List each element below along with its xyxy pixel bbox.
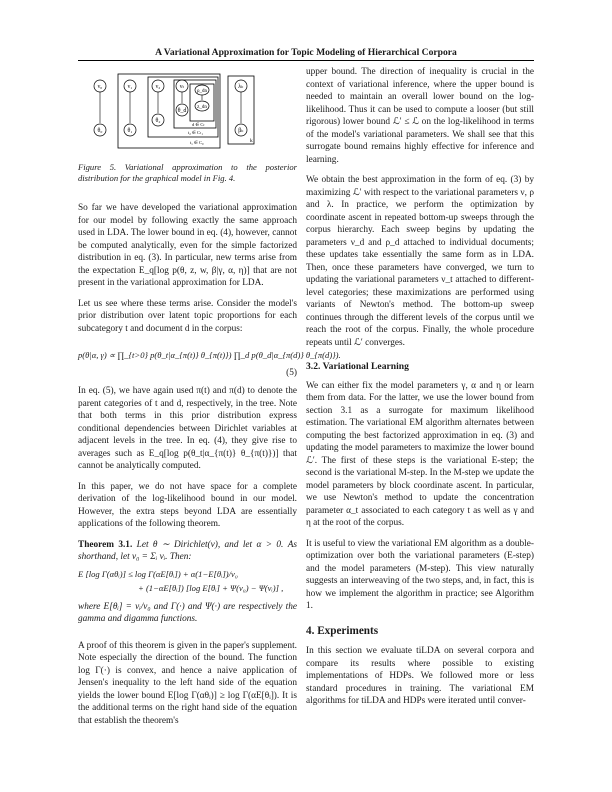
right-paragraph-3: We can either fix the model parameters γ, α and η or learn them from data. For the latter, we use the lower bound from section 3.1 as a surrogate for maximum likelihood estimation. The variational EM algorithm alternates between computing the best factorized approximation in eq. (3) and updating the model parameters to maximize the lower bound ℒ′. The first of these steps is the variational E-step; the second is the variational M-step. In the M-step we update the model parameters by block coordinate ascent. In particular, we use Newton's method to update the concentration parameter α_t associated to each category t as well as γ and η at the root of the corpus. <box>306 380 534 528</box>
section-3-2-heading: 3.2. Variational Learning <box>306 361 409 372</box>
right-paragraph-4: It is useful to view the variational EM algorithm as a double-optimization over both the variational parameters (E-step) and the model parameters (M-step). This view naturally suggests an interweaving of the two steps, and, in fact, this is how we implement the algorithm in practice; see Algorithm 1. <box>306 538 534 611</box>
right-paragraph-5: In this section we evaluate tiLDA on several corpora and compare its results where possible to existing implementations of HDPs. We followed more or less standard procedures in training. The variational EM algorithms for tiLDA and HDPs were iterated until conver- <box>306 646 534 706</box>
svg-text:θ₂: θ₂ <box>155 118 161 124</box>
figure-5-graphical-model <box>78 70 297 150</box>
svg-text:ν₀: ν₀ <box>97 84 103 90</box>
figure-caption: Figure 5. Variational approximation to the posterior distribution for the graphical model in Fig. 4. <box>78 162 297 183</box>
svg-text:θ_d: θ_d <box>177 108 187 114</box>
plate-k-label: k <box>250 138 253 144</box>
theorem-tail: where E[θᵢ] = νᵢ/ν₀ and Γ(·) and Ψ(·) are respectively the gamma and digamma functions. <box>78 601 297 624</box>
svg-text:θ₀: θ₀ <box>97 128 103 134</box>
theorem-statement: Let θ ∼ Dirichlet(ν), and let α > 0. As shorthand, let ν₀ = Σᵢ νᵢ. Then: <box>78 539 297 562</box>
right-paragraph-1: upper bound. The direction of inequality is crucial in the context of variational inference, where the upper bound is needed to maintain an overall lower bound on the log-likelihood. Thus it can be used to compute a looser (but still rigorous) lower bound ℒ′ ≤ ℒ on the log-likelihood in terms of the model's variational parameters. We shall see that this surrogate bound remains highly effective for inference and learning. <box>306 67 534 165</box>
svg-text:λₖ: λₖ <box>238 84 244 90</box>
svg-text:ρ_dn: ρ_dn <box>197 89 207 94</box>
plate-label-d: d ∈ Cₜ <box>192 122 205 127</box>
theorem-equation-line-2: + (1−αE[θᵢ]) [log E[θᵢ] + Ψ(ν₀) − Ψ(νᵢ)] , <box>138 583 284 593</box>
equation-5: p(θ|α, γ) ∝ ∏_{t>0} p(θ_t|α_{π(t)} θ_{π(t)}) ∏_d p(θ_d|α_{π(d)} θ_{π(d)}). <box>78 350 341 360</box>
svg-text:νₜ: νₜ <box>179 84 185 90</box>
plate-label-t2: t₂ ∈ Cₜ₁ <box>188 130 203 135</box>
theorem-equation-line-1: E [log Γ(αθᵢ)] ≤ log Γ(αE[θᵢ]) + α(1−E[θᵢ])/ν₀ <box>78 568 238 579</box>
left-paragraph-2: Let us see where these terms arise. Consider the model's prior distribution over latent topic proportions for each subcategory t and document d in the corpus: <box>78 298 297 334</box>
svg-text:ν₂: ν₂ <box>155 84 161 90</box>
svg-text:βₖ: βₖ <box>238 128 244 134</box>
left-paragraph-1: So far we have developed the variational approximation for our model by following exactly the same approach used in LDA. The lower bound in eq. (4), however, cannot be computed analytically, even for the simple factorized distribution in eq. (3). In particular, new terms arise from the expectation E_q[log p(θ, z, w, β|γ, α, η)] that are not present in the variational approximation for LDA. <box>78 203 297 288</box>
running-title: A Variational Approximation for Topic Modeling of Hierarchical Corpora <box>155 47 457 58</box>
header-rule <box>78 60 534 61</box>
svg-text:ν₁: ν₁ <box>127 84 133 90</box>
theorem-label: Theorem 3.1. <box>78 539 133 550</box>
svg-text:z_dn: z_dn <box>197 105 207 110</box>
section-4-heading: 4. Experiments <box>306 624 379 637</box>
left-paragraph-3: In eq. (5), we have again used π(t) and π(d) to denote the parent categories of t and d, respectively, in the tree. Note that both terms in this prior distribution express conditional dependencies between Dirichlet variables at adjacent levels in the tree. In eq. (4), they give rise to averages such as E_q[log p(θ_t|α_{π(t)} θ_{π(t)})] that cannot be analytically computed. <box>78 386 297 471</box>
equation-5-number: (5) <box>286 368 297 378</box>
left-paragraph-4: In this paper, we do not have space for a complete derivation of the log-likelihood bound in our model. However, the extra steps beyond LDA are essentially applications of the following theorem. <box>78 481 297 529</box>
svg-text:θ₁: θ₁ <box>127 128 133 134</box>
left-paragraph-5: A proof of this theorem is given in the paper's supplement. Note especially the direction of the bound. The function log Γ(·) is convex, and hence a naive application of Jensen's inequality to the left hand side of the equation yields the lower bound E[log Γ(αθᵢ)] ≥ log Γ(αE[θᵢ]). It is the additional terms on the right hand side of the equation that establish the theorem's <box>78 640 297 726</box>
plate-label-t1: t₁ ∈ C₀ <box>190 140 204 145</box>
right-paragraph-2: We obtain the best approximation in the form of eq. (3) by maximizing ℒ′ with respect to the variational parameters ν, ρ and λ. In practice, we perform the optimization by coordinate ascent in repeated bottom-up sweeps through the corpus hierarchy. Each sweep begins by updating the parameters ν_d and ρ_d attached to individual documents; these updates take essentially the same form as in LDA. Then, once these parameters have converged, we turn to updating the variational parameters ν_t attached to different-level categories; these maximizations are performed using variants of Newton's method. The bottom-up sweep continues through the different levels of the corpus until we reach the root of the corpus. Finally, the whole procedure repeats until ℒ′ converges. <box>306 175 534 348</box>
